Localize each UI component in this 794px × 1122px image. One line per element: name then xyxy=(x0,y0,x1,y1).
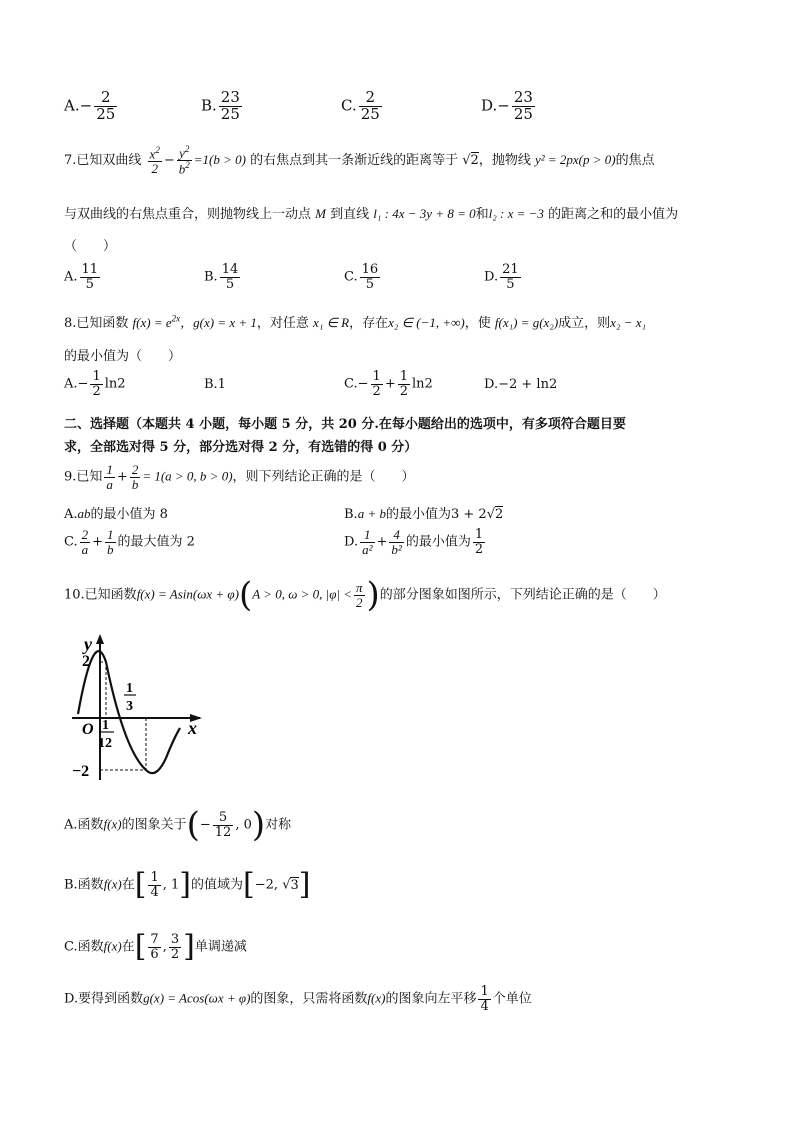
origin-label: O xyxy=(82,721,94,738)
q10-option-c[interactable]: C.函数f(x)在[ $\frac{7}{6}$ , $\frac{3}{2}$ ]单调递减 xyxy=(64,929,247,964)
section2-line2: 求，全部选对得 5 分，部分选对得 2 分，有选错的得 0 分） xyxy=(64,440,418,455)
q10-stem: 10.已知函数f(x) = Asin(ωx + φ)(A > 0, ω > 0, |φ| < $\frac{\pi}{2}$ )的部分图象如图所示，下列结论正确的是（ ） xyxy=(64,575,666,615)
q7-options xyxy=(64,263,523,291)
q9-option-d[interactable]: D. $\frac{1}{\text{a²}}$ + $\frac{4}{\text{b²}}$ 的最小值为 $\frac{1}{2}$ xyxy=(344,527,484,557)
q6-option-d[interactable]: D.− $\frac{23}{25}$ xyxy=(481,87,533,123)
q10-option-d[interactable]: D.要得到函数g(x) = Acos(ωx + φ)的图象，只需将函数f(x)的图象向左平移 $\frac{1}{4}$ 个单位 xyxy=(64,984,532,1014)
q7-line1: 7.已知双曲线 $\frac{x^2}{2}$ − $\frac{y^2}{b^2}$ =1(b > 0) 的右焦点到其一条渐近线的距离等于 √2，抛物线 y² = 2px(p > 0)的焦点 xyxy=(64,144,655,177)
q10-option-b[interactable]: B.函数f(x)在[ $\frac{1}{4}$ , 1]的值域为[−2, √3] xyxy=(64,867,311,902)
q7-option-a[interactable]: A. $\frac{11}{5}$ xyxy=(64,261,99,292)
q7-answer-blank: （ ） xyxy=(64,239,117,254)
q7-option-c[interactable]: C. $\frac{16}{5}$ xyxy=(344,261,379,292)
section2-line1: 二、选择题（本题共 4 小题，每小题 5 分，共 20 分.在每小题给出的选项中，有多项符合题目要 xyxy=(64,417,626,432)
q10-option-a[interactable]: A.函数f(x)的图象关于(− $\frac{5}{12}$ , 0)对称 xyxy=(64,805,292,845)
q8-options xyxy=(64,370,557,398)
ymax-label: 2 xyxy=(82,653,90,670)
q8-option-b[interactable]: B.1 xyxy=(204,376,226,392)
q9-option-a[interactable]: A.ab的最小值为 8 xyxy=(64,506,168,522)
q8-option-c[interactable]: C.− $\frac{1}{2}$ + $\frac{1}{2}$ ln2 xyxy=(344,368,433,399)
q8-option-a[interactable]: A.− $\frac{1}{2}$ ln2 xyxy=(64,368,126,399)
q8-line2: 的最小值为（ ） xyxy=(64,349,182,364)
y-axis-arrow-icon xyxy=(96,634,104,644)
tick-1-12-numerator: 1 xyxy=(102,718,109,733)
q8-option-d[interactable]: D.−2 + ln2 xyxy=(484,376,558,392)
tick-1-3-denominator: 3 xyxy=(126,699,133,714)
y-axis-label: y xyxy=(84,634,92,654)
ymin-label: −2 xyxy=(72,763,90,780)
q6-options xyxy=(64,87,537,123)
q10-graph xyxy=(62,630,212,790)
q8-line1: 8.已知函数 $f(x) = e^{2x}$，g(x) = x + 1，对任意 x₁ ∈ R，存在x₂ ∈ (−1, +∞)，使 f(x₁) = g(x₂)成立，则x₂ − x₁ xyxy=(64,313,647,331)
q9-option-b[interactable]: B.a + b的最小值为3 + 2√2 xyxy=(344,506,504,522)
q6-option-c[interactable]: C. $\frac{2}{25}$ xyxy=(341,87,380,123)
q9-stem: 9.已知 $\frac{1}{a}$ + $\frac{2}{b}$ = 1(a > 0, b > 0)，则下列结论正确的是（ ） xyxy=(64,462,415,492)
q7-option-d[interactable]: D. $\frac{21}{5}$ xyxy=(484,261,519,292)
tick-1-3-numerator: 1 xyxy=(126,681,133,696)
q7-option-b[interactable]: B. $\frac{14}{5}$ xyxy=(204,261,239,292)
q9-option-c[interactable]: C. $\frac{2}{a}$ + $\frac{1}{b}$ 的最大值为 2 xyxy=(64,527,195,557)
q7-line2: 与双曲线的右焦点重合，则抛物线上一动点 M 到直线 l₁ : 4x − 3y + 8 = 0和l₂ : x = −3 的距离之和的最小值为 xyxy=(64,206,679,222)
q6-option-b[interactable]: B. $\frac{23}{25}$ xyxy=(201,87,240,123)
tick-1-12-denominator: 12 xyxy=(98,736,112,751)
q6-option-a[interactable]: A.− $\frac{2}{25}$ xyxy=(64,87,116,123)
x-axis-label: x xyxy=(188,718,197,738)
